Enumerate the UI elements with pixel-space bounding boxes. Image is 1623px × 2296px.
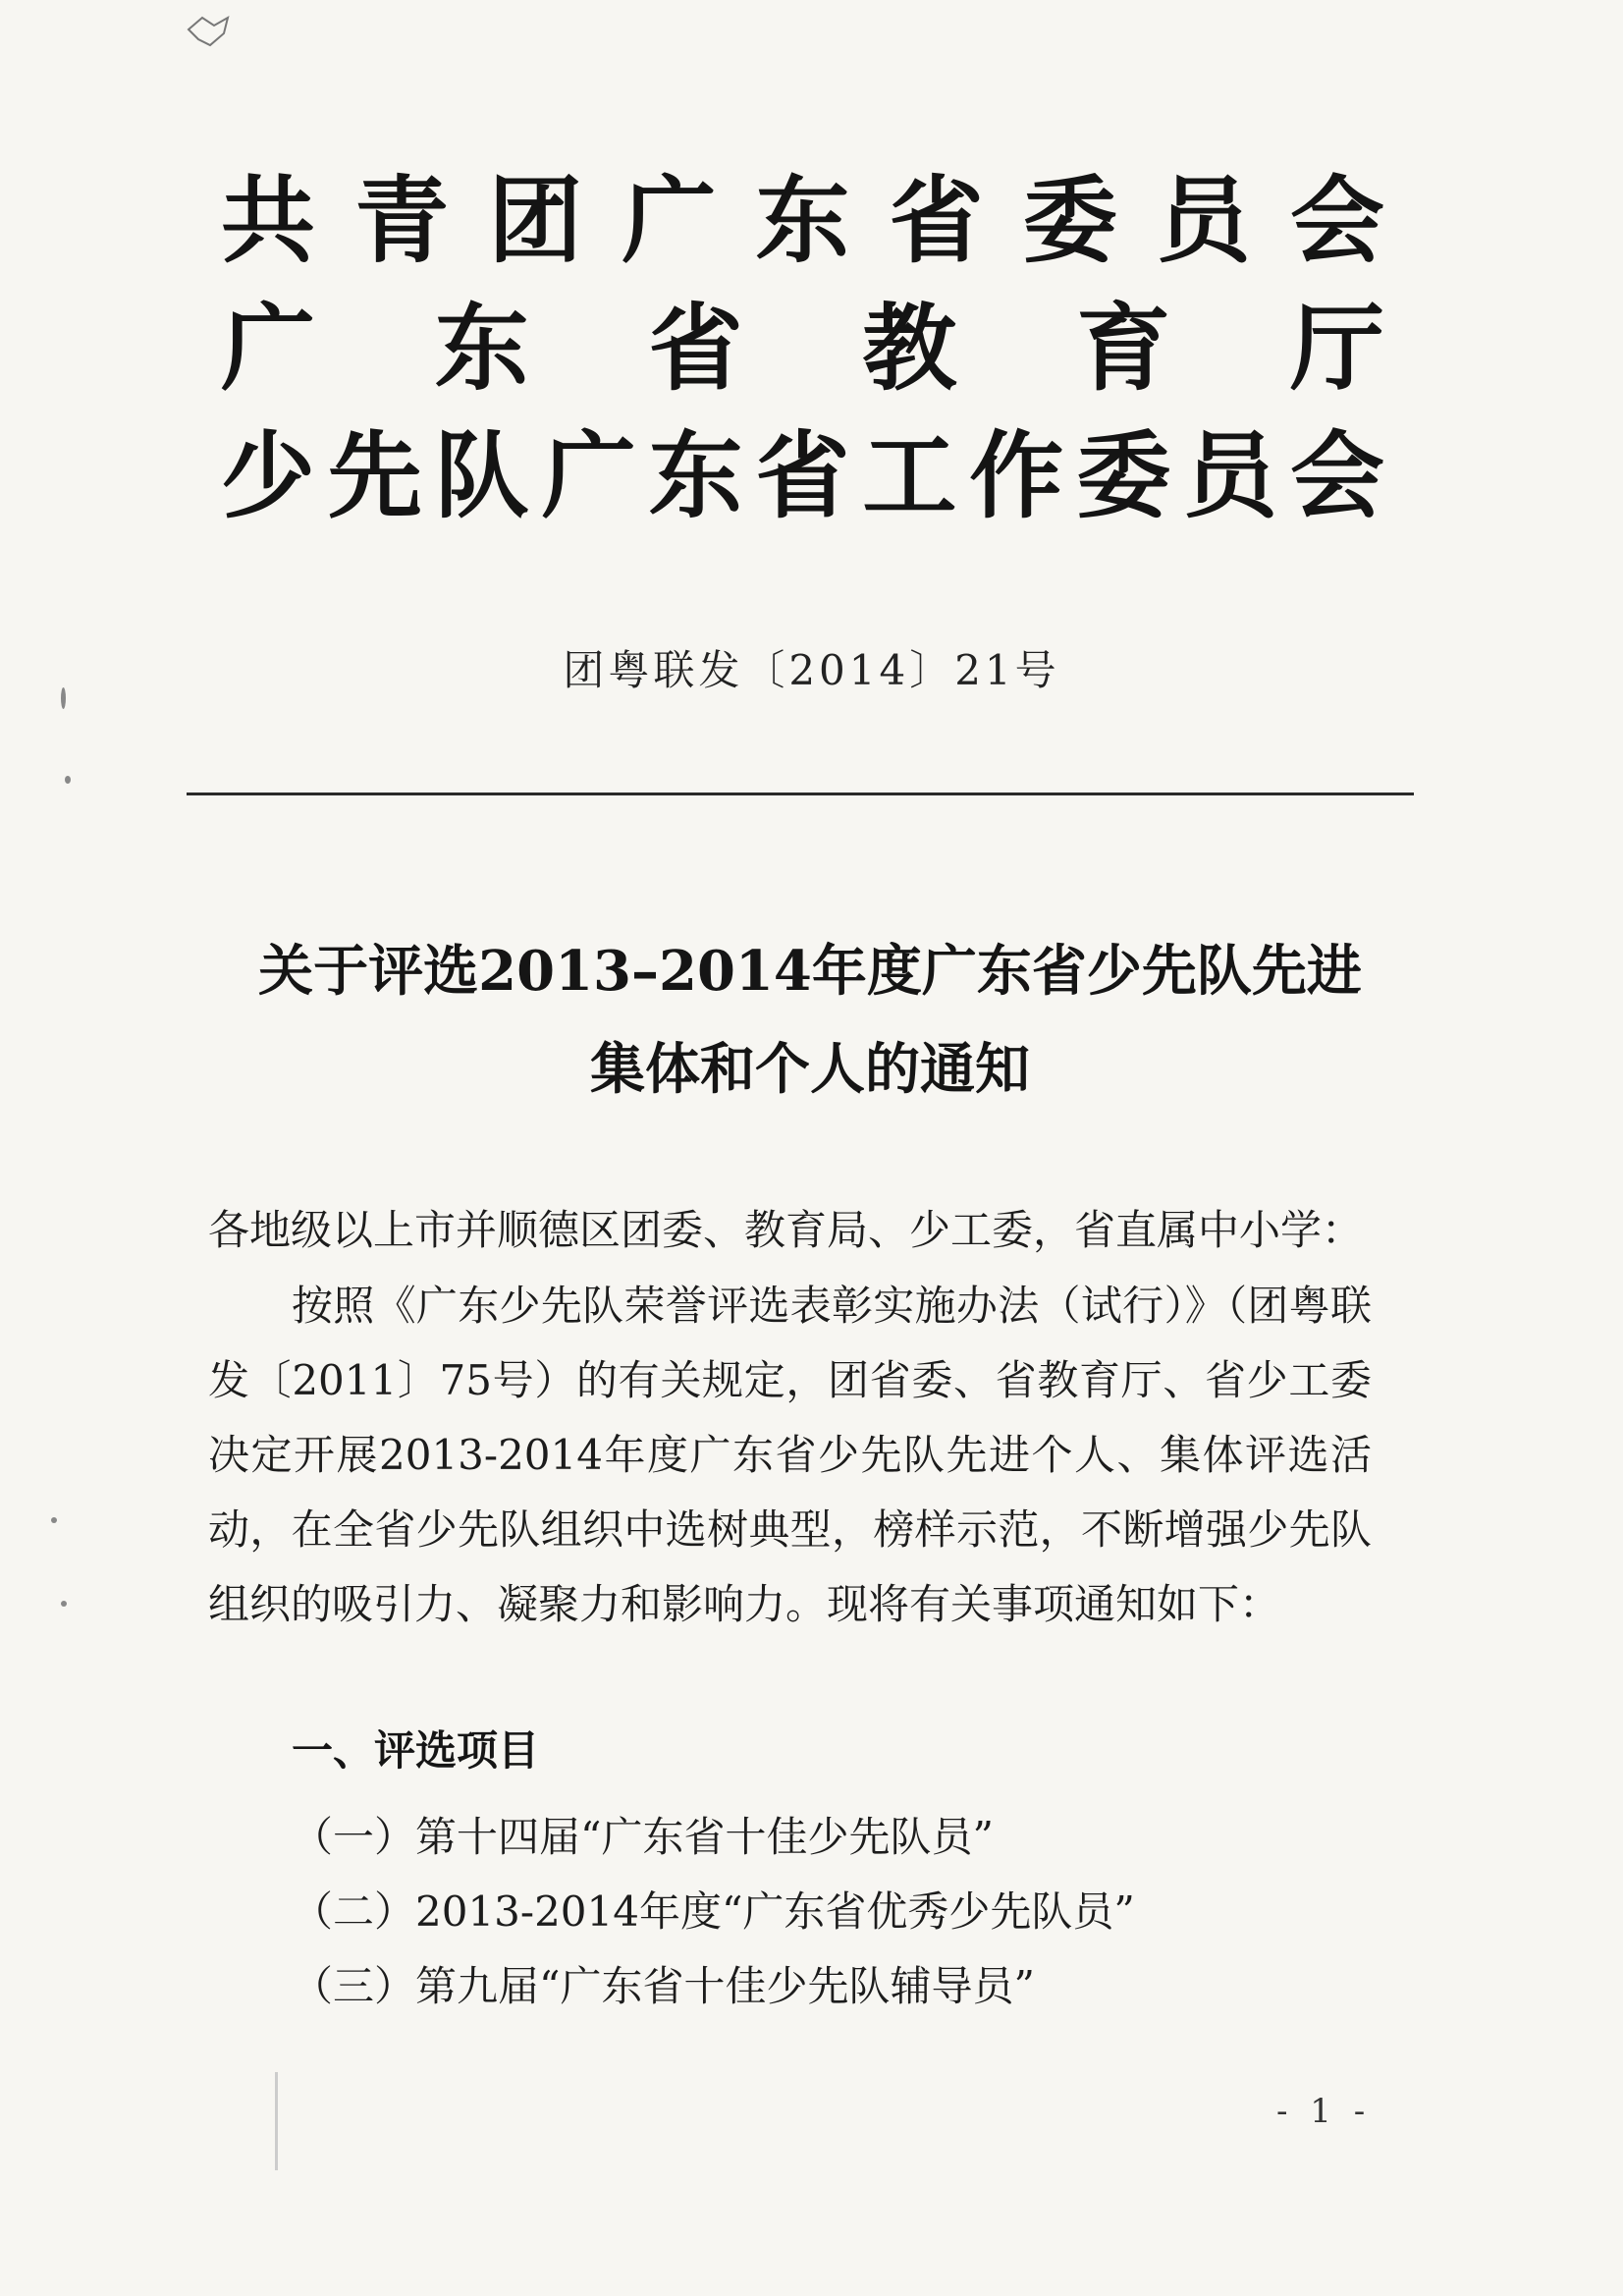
issuer-line-2: 广东省教育厅 [221,294,1384,404]
scan-speck [61,687,66,709]
body-paragraph: 按照《广东少先队荣誉评选表彰实施办法（试行）》（团粤联发〔2011〕75号）的有关规定，团省委、省教育厅、省少工委决定开展2013-2014年度广东省少先队先进个人、集体评选活动，在全省少先队组织中选树典型，榜样示范，不断增强少先队组织的吸引力、凝聚力和影响力。现将有关事项通知如下： [208,1282,1372,1628]
scan-speck [61,1601,67,1607]
notice-title-line-1: 关于评选2013–2014年度广东省少先队先进 [258,939,1362,1004]
scan-speck [65,776,71,784]
section-heading: 一、评选项目 [292,1726,540,1775]
document-number: 团粤联发〔2014〕21号 [563,646,1060,694]
staple-mark-icon [185,12,234,51]
notice-title-line-2: 集体和个人的通知 [590,1037,1030,1102]
list-item: （三）第九届“广东省十佳少先队辅导员” [292,1962,1035,2010]
issuer-line-1: 共青团广东省委员会 [221,166,1384,276]
issuer-line-3: 少先队广东省工作委员会 [221,421,1384,531]
list-item: （一）第十四届“广东省十佳少先队员” [292,1813,994,1861]
page-number: - 1 - [1276,2092,1372,2131]
scan-speck [51,1517,57,1523]
header-divider [187,793,1414,795]
list-item: （二）2013-2014年度“广东省优秀少先队员” [292,1887,1135,1936]
salutation: 各地级以上市并顺德区团委、教育局、少工委，省直属中小学： [208,1206,1364,1254]
scan-speck [275,2072,278,2170]
